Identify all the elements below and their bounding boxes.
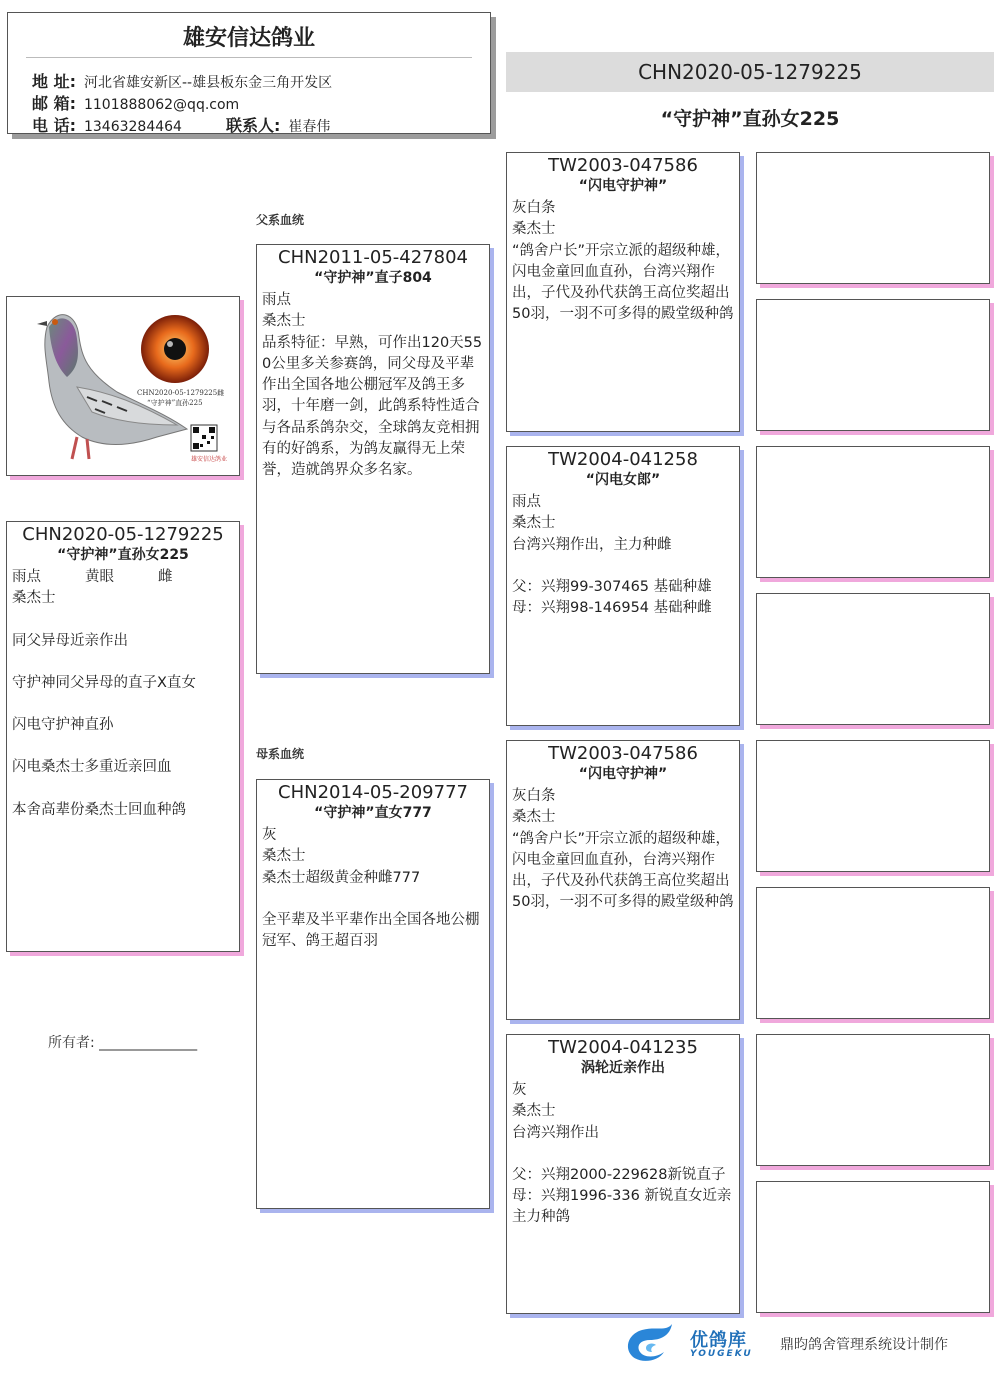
ds-ring: TW2003-047586 — [548, 743, 698, 764]
subject-card — [6, 521, 240, 952]
ss-ring: TW2003-047586 — [548, 155, 698, 176]
sire-section-label: 父系血统 — [256, 213, 305, 227]
dam-line: 桑杰士 — [262, 848, 306, 865]
photo-caption-ring: CHN2020-05-1279225雌 — [137, 389, 225, 397]
ss-desc: “鸽舍户长”开宗立派的超级种雄，闪电金童回血直孙，台湾兴翔作出，子代及孙代获鸽王高位奖超出50羽，一羽不可多得的殿堂级种鸽 — [512, 242, 734, 323]
ds-line: 桑杰士 — [512, 809, 556, 826]
footer-slogan: 鼎昀鸽舍管理系统设计制作 — [780, 1337, 948, 1353]
sire-card — [256, 244, 490, 674]
loft-name: 雄安信达鸽业 — [182, 26, 315, 51]
dam-desc: 全平辈及半平辈作出全国各地公棚冠军、鸽王超百羽 — [262, 911, 480, 950]
owner-line — [48, 1032, 197, 1052]
address-value: 河北省雄安新区--雄县板东金三角开发区 — [83, 75, 333, 91]
great-grandparent-box — [756, 1034, 990, 1166]
photo-qr-label: 雄安信达鸽业 — [191, 456, 228, 463]
sire-desc: 品系特征：早熟，可作出120天550公里多关参赛鸽，同父母及平辈作出全国各地公棚冠军及鸽王多羽，十年磨一剑，此鸽系特性适合与各品系鸽杂交，全球鸽友竞相拥有的好鸽系，为鸽友赢得无上荣誉，造就鸽界众多名家。 — [262, 334, 483, 479]
logo-text: 优鸽库 — [690, 1330, 747, 1351]
subject-line: 桑杰士 — [12, 590, 56, 607]
sire-name: “守护神”直子804 — [314, 270, 432, 286]
email-value[interactable]: 1101888062@qq.com — [83, 97, 240, 113]
header-box — [7, 12, 491, 134]
dd-color: 灰 — [512, 1082, 527, 1098]
subject-note: 同父异母近亲作出 — [12, 632, 128, 649]
subject-note: 闪电桑杰士多重近亲回血 — [12, 759, 172, 776]
phone-label: 电 话: — [32, 116, 76, 135]
subject-ring: CHN2020-05-1279225 — [22, 524, 224, 545]
sd-line: 桑杰士 — [512, 515, 556, 532]
ss-name: “闪电守护神” — [578, 178, 668, 194]
phone-row — [32, 113, 330, 136]
sire-sire-card — [506, 152, 740, 432]
bird-photo — [6, 296, 240, 476]
contact-value: 崔春伟 — [288, 119, 331, 135]
bird-ring-banner: CHN2020-05-1279225 — [506, 52, 994, 92]
dd-info: 台湾兴翔作出 — [512, 1124, 599, 1141]
email-row — [32, 91, 239, 114]
subject-name: “守护神”直孙女225 — [57, 547, 189, 563]
sd-mother: 母：兴翔98-146954 基础种雌 — [512, 600, 712, 617]
ds-name: “闪电守护神” — [578, 766, 668, 782]
sd-ring: TW2004-041258 — [548, 449, 698, 470]
footer-brand — [622, 1318, 992, 1366]
subject-note: 闪电守护神直孙 — [12, 717, 114, 734]
dam-sire-card — [506, 740, 740, 1020]
dam-ring: CHN2014-05-209777 — [278, 782, 468, 803]
dam-color: 灰 — [262, 827, 277, 843]
dd-line: 桑杰士 — [512, 1103, 556, 1120]
ss-line: 桑杰士 — [512, 221, 556, 238]
dd-name: 涡轮近亲作出 — [581, 1060, 665, 1076]
ds-color: 灰白条 — [512, 788, 556, 804]
sire-line: 桑杰士 — [262, 313, 306, 330]
great-grandparent-box — [756, 299, 990, 431]
subject-note: 本舍高辈份桑杰士回血种鸽 — [12, 801, 186, 818]
great-grandparent-box — [756, 593, 990, 725]
great-grandparent-box — [756, 1181, 990, 1313]
owner-blank[interactable]: ______________ — [99, 1035, 198, 1051]
sd-father: 父：兴翔99-307465 基础种雄 — [512, 578, 712, 595]
logo-subtext: YOUGEKU — [690, 1349, 753, 1359]
subject-traits — [12, 567, 234, 588]
great-grandparent-box — [756, 152, 990, 284]
dam-info: 桑杰士超级黄金种雌777 — [262, 869, 421, 886]
sire-ring: CHN2011-05-427804 — [278, 247, 468, 268]
phone-value: 13463284464 — [83, 119, 182, 135]
dd-mother: 母：兴翔1996-336 新锐直女近亲主力种鸽 — [512, 1188, 732, 1226]
sire-dam-card — [506, 446, 740, 726]
bird-name-title: “守护神”直孙女225 — [660, 108, 840, 130]
ds-desc: “鸽舍户长”开宗立派的超级种雄，闪电金童回血直孙，台湾兴翔作出，子代及孙代获鸽王高位奖超出50羽，一羽不可多得的殿堂级种鸽 — [512, 830, 734, 911]
sd-name: “闪电女郎” — [585, 472, 661, 488]
dd-ring: TW2004-041235 — [548, 1037, 698, 1058]
contact-label: 联系人: — [225, 116, 281, 135]
subject-note: 守护神同父异母的直子X直女 — [12, 674, 196, 691]
subject-eye: 黄眼 — [85, 569, 114, 585]
dam-name: “守护神”直女777 — [314, 805, 432, 821]
logo-swirl-icon — [622, 1318, 684, 1364]
ss-color: 灰白条 — [512, 200, 556, 216]
subject-color: 雨点 — [12, 569, 41, 585]
email-label: 邮 箱: — [32, 94, 76, 113]
sd-color: 雨点 — [512, 494, 541, 510]
dd-father: 父：兴翔2000-229628新锐直子 — [512, 1166, 726, 1183]
sd-info: 台湾兴翔作出，主力种雌 — [512, 536, 672, 553]
dam-section-label: 母系血统 — [256, 747, 305, 761]
header-divider — [26, 57, 472, 58]
subject-sex: 雌 — [158, 569, 173, 585]
great-grandparent-box — [756, 446, 990, 578]
dam-dam-card — [506, 1034, 740, 1314]
dam-card — [256, 779, 490, 1209]
sire-color: 雨点 — [262, 292, 291, 308]
pigeon-image — [7, 297, 240, 476]
address-label: 地 址: — [32, 72, 76, 91]
great-grandparent-box — [756, 740, 990, 872]
address-row — [32, 69, 332, 92]
photo-caption-name: “守护神”直孙225 — [147, 399, 203, 407]
great-grandparent-box — [756, 887, 990, 1019]
owner-label: 所有者: — [48, 1035, 95, 1051]
